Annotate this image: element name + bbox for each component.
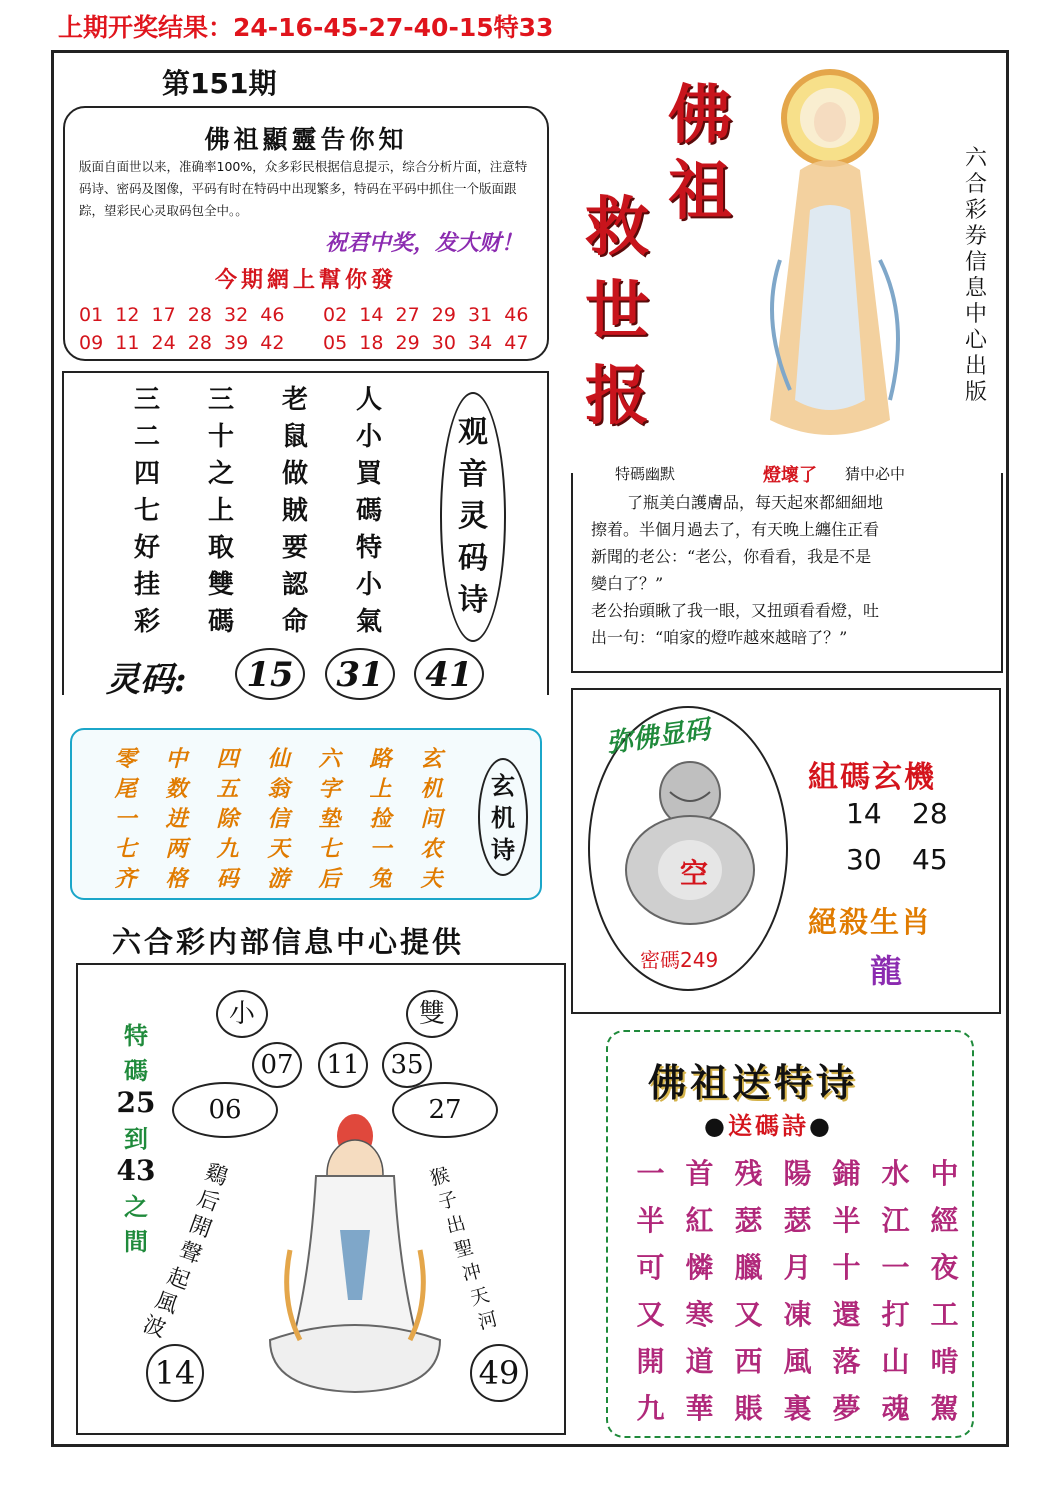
xuanji-char: 齐: [114, 866, 137, 892]
send-poem-char: 半: [636, 1204, 665, 1237]
left-verse-char: 后: [193, 1185, 223, 1217]
buddha-password: 密碼249: [640, 948, 719, 972]
send-poem-char: 道: [685, 1345, 714, 1378]
send-poem-char: 十: [832, 1251, 861, 1284]
joke-head-right: 猜中必中: [845, 465, 906, 483]
send-poem-char: 一: [636, 1157, 665, 1190]
xuanji-char: 九: [216, 836, 239, 862]
send-poem-char: 江: [881, 1204, 910, 1237]
joke-head-mid: 燈壞了: [763, 465, 817, 486]
xuanji-char: 零: [114, 746, 137, 772]
xuanji-title-char: 机: [491, 803, 515, 832]
publisher-char: 心: [964, 328, 987, 353]
laughing-buddha-illustration: [610, 752, 770, 932]
send-poem-char: 開: [636, 1345, 665, 1378]
xuanji-char: 上: [369, 776, 392, 802]
group-number: 14: [846, 797, 882, 830]
poem-char: 碼: [207, 607, 234, 637]
tema-char: 特: [124, 1021, 148, 1050]
kill-zodiac-title: 絕殺生肖: [808, 905, 933, 939]
left-verse-char: 聲: [175, 1237, 205, 1269]
poem-char: 賊: [281, 496, 308, 526]
poem-char: 十: [207, 422, 234, 452]
xuanji-char: 机: [420, 776, 443, 802]
tema-char: 之: [124, 1192, 148, 1221]
send-poem-char: 經: [930, 1204, 959, 1237]
send-poem-char: 陽: [783, 1157, 812, 1190]
right-oval-number: 27: [392, 1082, 498, 1138]
send-poem-char: 又: [734, 1298, 763, 1331]
publisher-vertical: [961, 146, 991, 406]
poem-char: 小: [355, 422, 382, 452]
xuanji-char: 捡: [369, 806, 392, 832]
send-poem-char: 打: [881, 1298, 910, 1331]
poem-title-char: 诗: [458, 583, 488, 618]
poem-char: 命: [281, 607, 308, 637]
poem-title-char: 观: [458, 415, 488, 450]
publisher-char: 版: [964, 380, 987, 405]
poem-char: 特: [355, 533, 382, 563]
publisher-char: 彩: [964, 198, 987, 223]
tips-row-2-left: 09 11 24 28 39 42: [79, 332, 285, 354]
poem-char: 碼: [355, 496, 382, 526]
send-poem-char: 夢: [832, 1392, 861, 1425]
tema-char: 到: [124, 1124, 148, 1153]
buddha-center-char: 空: [680, 857, 709, 890]
send-poem-char: 鋪: [832, 1157, 861, 1190]
xuanji-char: 一: [114, 806, 137, 832]
send-poem-char: 可: [636, 1251, 665, 1284]
poem-char: 認: [281, 570, 308, 600]
poem-char: 上: [207, 496, 234, 526]
poem-char: 三: [133, 385, 160, 415]
group-number: 28: [912, 797, 948, 830]
send-poem-char: 月: [783, 1251, 812, 1284]
right-verse: [420, 1162, 520, 1335]
poem-char: 做: [281, 459, 308, 489]
xuanji-char: 六: [318, 746, 341, 772]
xuanji-char: 后: [318, 866, 341, 892]
group-number: 45: [912, 843, 948, 876]
right-verse-char: 子: [435, 1187, 460, 1215]
notice-body: 版面自面世以来，准确率100%，众多彩民根据信息提示，综合分析片面，注意特码诗、密码及图像，平码有时在特码中出现繁多，特码在平码中抓住一个版面跟踪，望彩民心灵取码包全中。。: [79, 159, 528, 218]
poem-char: 鼠: [281, 422, 308, 452]
lingma-number: 41: [414, 648, 484, 700]
send-poem-char: 賬: [734, 1392, 763, 1425]
title-char-1: 佛: [668, 78, 732, 153]
xuanji-char: 夫: [420, 866, 443, 892]
joke-line: 新聞的老公：“老公，你看看，我是不是: [591, 547, 872, 566]
send-poem-char: 風: [783, 1345, 812, 1378]
send-poem-char: 瑟: [783, 1204, 812, 1237]
notice-box: [63, 106, 549, 361]
xuanji-char: 进: [165, 806, 188, 832]
send-poem-char: 啃: [930, 1345, 959, 1378]
xuanji-char: 七: [318, 836, 341, 862]
publisher-char: 息: [964, 276, 987, 301]
publisher-char: 信: [964, 250, 987, 275]
poem-char: 氣: [355, 607, 382, 637]
joke-head-left: 特碼幽默: [615, 465, 676, 483]
guanyin-illustration: [740, 60, 940, 450]
joke-line: 了瓶美白護膚品，每天起來都細細地: [627, 493, 884, 512]
joke-text: [591, 489, 991, 651]
left-verse-char: 風: [151, 1287, 181, 1319]
xuanji-char: 信: [267, 806, 290, 832]
right-verse-char: 冲: [459, 1259, 484, 1287]
right-verse-char: 聖: [451, 1235, 476, 1263]
send-poem-char: 工: [930, 1298, 959, 1331]
title-char-2: 祖: [668, 154, 732, 229]
left-verse: [110, 1158, 231, 1343]
xuanji-char: 四: [216, 746, 239, 772]
poem-char: 買: [355, 459, 382, 489]
small-circle: 小: [216, 990, 268, 1038]
send-poem-subtitle: [704, 1106, 833, 1141]
poem-char: 三: [207, 385, 234, 415]
lingma-label: 灵码:: [106, 660, 187, 700]
xuanji-char: 垫: [318, 806, 341, 832]
tips-row-2-right: 05 18 29 30 34 47: [323, 332, 529, 354]
xuanji-char: 一: [369, 836, 392, 862]
xuanji-grid: [100, 744, 457, 894]
xuanji-char: 路: [369, 746, 392, 772]
title-char-3: 救: [585, 190, 649, 265]
send-poem-char: 又: [636, 1298, 665, 1331]
xuanji-title-oval: [478, 758, 528, 876]
xuanji-char: 七: [114, 836, 137, 862]
send-poem-char: 一: [881, 1251, 910, 1284]
poem-char: 取: [207, 533, 234, 563]
send-poem-char: 残: [734, 1157, 763, 1190]
left-verse-char: 起: [163, 1263, 193, 1295]
tips-row-1-left: 01 12 17 28 32 46: [79, 304, 285, 326]
top-number: 35: [382, 1042, 432, 1088]
joke-box: [571, 465, 1003, 673]
xuanji-char: 兔: [369, 866, 392, 892]
send-poem-char: 還: [832, 1298, 861, 1331]
publisher-char: 券: [964, 224, 987, 249]
tips-row-1-right: 02 14 27 29 31 46: [323, 304, 529, 326]
lingma-number: 15: [235, 648, 305, 700]
send-poem-char: 憐: [685, 1251, 714, 1284]
publisher-char: 中: [964, 302, 987, 327]
poem-char: 老: [281, 385, 308, 415]
send-poem-title: 佛祖送特诗: [648, 1060, 859, 1105]
poem-title-char: 灵: [458, 499, 488, 534]
send-poem-char: 半: [832, 1204, 861, 1237]
blessing-text: 祝君中奖，发大财！: [324, 230, 523, 256]
lingma-number: 31: [325, 648, 395, 700]
left-verse-char: 波: [139, 1311, 169, 1343]
send-poem-char: 落: [832, 1345, 861, 1378]
poem-char: 七: [133, 496, 160, 526]
title-char-5: 报: [585, 359, 649, 434]
poem-char: 彩: [133, 607, 160, 637]
send-poem-char: 水: [881, 1157, 910, 1190]
poem-grid: [110, 383, 406, 640]
xuanji-char: 字: [318, 776, 341, 802]
send-poem-char: 首: [685, 1157, 714, 1190]
provider-line: 六合彩内部信息中心提供: [112, 925, 465, 959]
buddha-arc-text: 弥佛显码: [604, 714, 712, 760]
poem-title-char: 音: [458, 457, 488, 492]
poem-char: 人: [355, 385, 382, 415]
poem-char: 四: [133, 459, 160, 489]
top-number: 07: [252, 1042, 302, 1088]
poem-char: 二: [133, 422, 160, 452]
xuanji-char: 两: [165, 836, 188, 862]
poem-char: 之: [207, 459, 234, 489]
xuanji-char: 尾: [114, 776, 137, 802]
xuanji-char: 除: [216, 806, 239, 832]
bottom-right-number: 49: [470, 1344, 528, 1402]
send-poem-grid: [626, 1150, 969, 1432]
left-oval-number: 06: [172, 1082, 278, 1138]
xuanji-char: 格: [165, 866, 188, 892]
xuanji-char: 翁: [267, 776, 290, 802]
tema-number: 25: [116, 1086, 156, 1119]
poem-char: 小: [355, 570, 382, 600]
bottom-left-number: 14: [146, 1344, 204, 1402]
send-poem-char: 寒: [685, 1298, 714, 1331]
send-poem-char: 華: [685, 1392, 714, 1425]
send-poem-char: 裏: [783, 1392, 812, 1425]
poem-char: 要: [281, 533, 308, 563]
send-poem-char: 九: [636, 1392, 665, 1425]
bullet-icon: ●: [704, 1111, 728, 1140]
joke-line: 老公抬頭瞅了我一眼，又扭頭看看燈，吐: [591, 601, 880, 620]
send-poem-char: 凍: [783, 1298, 812, 1331]
send-poem-subtitle-text: 送碼詩: [727, 1111, 809, 1140]
xuanji-title-char: 诗: [491, 835, 515, 864]
xuanji-title-char: 玄: [491, 771, 515, 800]
tips-title: 今期網上幫你發: [214, 267, 397, 293]
xuanji-char: 农: [420, 836, 443, 862]
right-verse-char: 天: [467, 1283, 492, 1311]
group-title: 組碼玄機: [808, 760, 936, 795]
publisher-char: 六: [964, 146, 987, 171]
poem-char: 挂: [133, 570, 160, 600]
left-verse-char: 開: [185, 1211, 215, 1243]
xuanji-char: 五: [216, 776, 239, 802]
tema-char: 碼: [124, 1056, 148, 1085]
send-poem-char: 西: [734, 1345, 763, 1378]
send-poem-char: 中: [930, 1157, 959, 1190]
xuanji-char: 仙: [267, 746, 290, 772]
xuanji-char: 数: [165, 776, 188, 802]
top-number: 11: [318, 1042, 368, 1088]
poem-char: 好: [133, 533, 160, 563]
xuanji-char: 码: [216, 866, 239, 892]
joke-line: 出一句：“咱家的燈咋越來越暗了？”: [591, 628, 848, 647]
right-verse-char: 河: [475, 1307, 500, 1335]
send-poem-char: 魂: [881, 1392, 910, 1425]
send-poem-char: 駕: [930, 1392, 959, 1425]
issue-number: 第151期: [162, 67, 277, 100]
send-poem-char: 紅: [685, 1204, 714, 1237]
publisher-char: 合: [964, 172, 987, 197]
poem-title-oval: [440, 392, 506, 642]
joke-line: 變白了？”: [591, 574, 664, 593]
title-char-4: 世: [585, 274, 649, 349]
joke-header: [573, 463, 1001, 485]
send-poem-char: 山: [881, 1345, 910, 1378]
joke-line: 擦着。半個月過去了，有天晚上纏住正看: [591, 520, 880, 539]
kill-zodiac: 龍: [870, 952, 903, 990]
poem-title-char: 码: [458, 541, 488, 576]
poem-char: 雙: [207, 570, 234, 600]
double-circle: 雙: [406, 990, 458, 1038]
publisher-char: 出: [964, 354, 987, 379]
right-verse-char: 猴: [427, 1163, 452, 1191]
left-verse-char: 鷄: [201, 1159, 231, 1191]
xuanji-char: 问: [420, 806, 443, 832]
send-poem-char: 臘: [734, 1251, 763, 1284]
xuanji-char: 天: [267, 836, 290, 862]
tema-number: 43: [116, 1154, 156, 1187]
bullet-icon: ●: [808, 1111, 833, 1140]
send-poem-char: 瑟: [734, 1204, 763, 1237]
send-poem-char: 夜: [930, 1251, 959, 1284]
last-result-header: 上期开奖结果：24-16-45-27-40-15特33: [58, 13, 554, 42]
xuanji-char: 中: [165, 746, 188, 772]
notice-title: 佛祖顯靈告你知: [204, 125, 408, 154]
group-number: 30: [846, 843, 882, 876]
xuanji-char: 游: [267, 866, 290, 892]
right-verse-char: 出: [443, 1211, 468, 1239]
xuanji-char: 玄: [420, 746, 443, 772]
tema-char: 間: [124, 1227, 148, 1256]
